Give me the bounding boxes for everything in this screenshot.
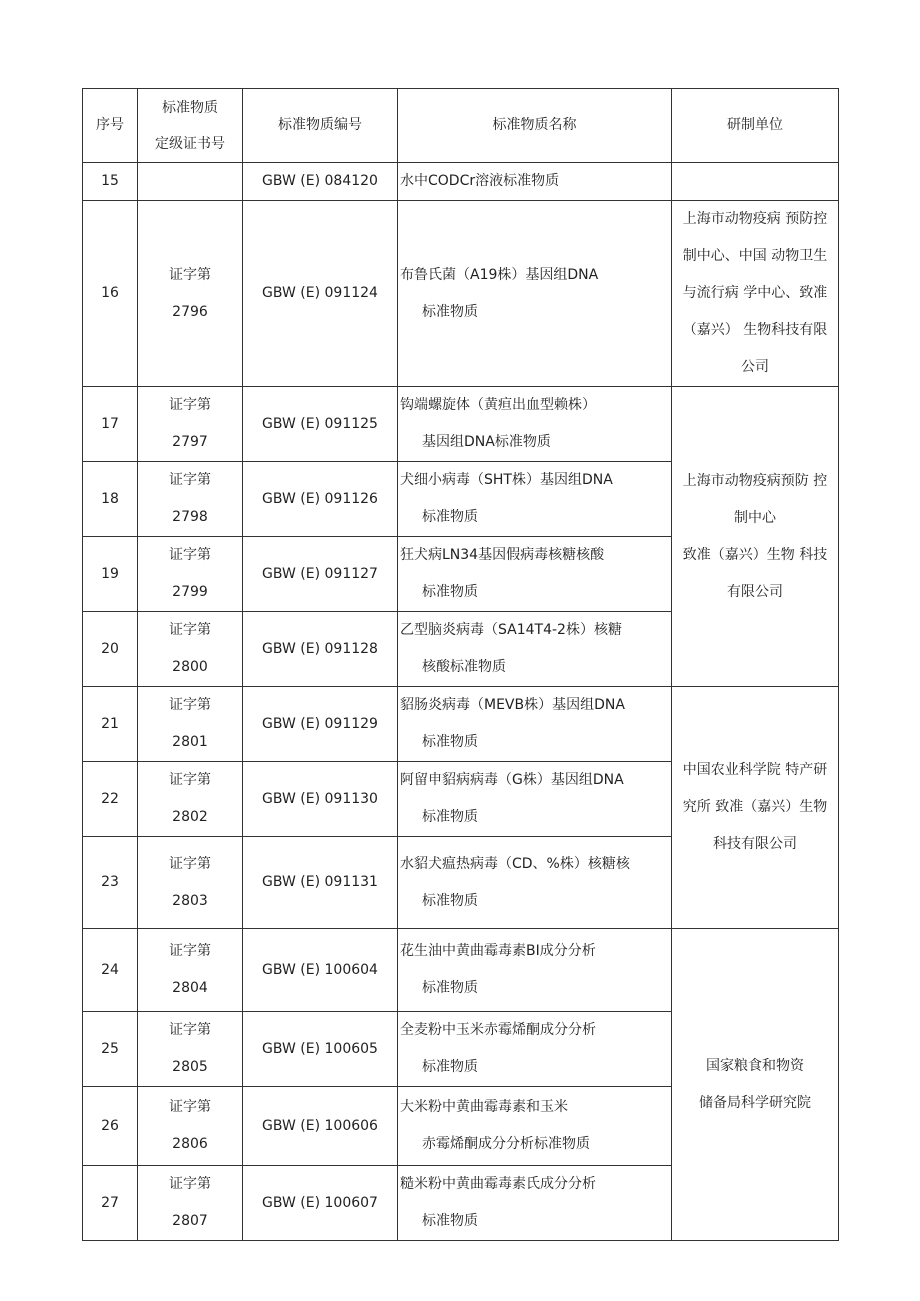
cell-seq: 21 — [83, 687, 138, 762]
unit-line: （嘉兴） 生物科技有限 — [682, 322, 828, 338]
cell-code: GBW (E) 100607 — [243, 1166, 398, 1241]
name-line1: 钩端螺旋体（黄疸出血型赖株） — [400, 397, 596, 413]
cert-line2: 2806 — [172, 1136, 208, 1152]
cell-cert — [138, 687, 243, 762]
table-row — [83, 163, 839, 201]
cert-line1: 证字第 — [169, 943, 211, 959]
name-line1: 糙米粉中黄曲霉毒素氏成分分析 — [400, 1176, 596, 1192]
cell-code: GBW (E) 084120 — [243, 163, 398, 201]
name-line2: 标准物质 — [422, 980, 478, 996]
cell-name — [398, 462, 672, 537]
table-row — [83, 687, 839, 762]
header-cert — [138, 89, 243, 163]
standard-materials-table — [82, 88, 839, 1241]
cell-seq: 20 — [83, 612, 138, 687]
cert-line1: 证字第 — [169, 266, 211, 283]
cert-line1: 证字第 — [169, 1176, 211, 1192]
name-line1: 花生油中黄曲霉毒素BI成分分析 — [400, 943, 596, 959]
cell-unit — [672, 687, 839, 929]
cert-line1: 证字第 — [169, 772, 211, 788]
cell-seq: 26 — [83, 1087, 138, 1166]
cell-seq: 22 — [83, 762, 138, 837]
cert-line2: 2802 — [172, 809, 208, 825]
cell-code: GBW (E) 091126 — [243, 462, 398, 537]
cell-code: GBW (E) 100605 — [243, 1012, 398, 1087]
cell-unit — [672, 201, 839, 387]
cell-name — [398, 201, 672, 387]
cell-cert — [138, 163, 243, 201]
cert-line1: 证字第 — [169, 472, 211, 488]
cell-cert — [138, 387, 243, 462]
cert-line1: 证字第 — [169, 622, 211, 638]
unit-line: 有限公司 — [727, 583, 783, 600]
name-line2: 标准物质 — [422, 1059, 478, 1075]
cert-line1: 证字第 — [169, 855, 211, 872]
cell-code: GBW (E) 091130 — [243, 762, 398, 837]
unit-line: 上海市动物疫病 预防控 — [682, 211, 828, 227]
name-line2: 标准物质 — [422, 509, 478, 525]
unit-line: 与流行病 学中心、致准 — [682, 285, 828, 301]
cert-line1: 证字第 — [169, 1099, 211, 1115]
cell-name — [398, 1012, 672, 1087]
header-seq: 序号 — [83, 89, 138, 163]
cert-line2: 2796 — [172, 303, 208, 320]
cell-name — [398, 612, 672, 687]
cell-unit — [672, 387, 839, 687]
cert-line2: 2799 — [172, 584, 208, 600]
name-line1: 狂犬病LN34基因假病毒核糖核酸 — [400, 547, 605, 563]
name-line1: 布鲁氏菌（A19株）基因组DNA — [400, 266, 599, 283]
cell-code: GBW (E) 091128 — [243, 612, 398, 687]
name-line2: 标准物质 — [422, 734, 478, 750]
header-unit: 研制单位 — [672, 89, 839, 163]
table-row — [83, 929, 839, 1012]
cert-line2: 2805 — [172, 1059, 208, 1075]
header-cert-line2: 定级证书号 — [155, 135, 225, 152]
cell-cert — [138, 462, 243, 537]
cert-line2: 2803 — [172, 892, 208, 909]
name-line1: 阿留申貂病病毒（G株）基因组DNA — [400, 772, 624, 788]
cell-name — [398, 1166, 672, 1241]
cell-cert — [138, 762, 243, 837]
header-name: 标准物质名称 — [398, 89, 672, 163]
cell-name — [398, 929, 672, 1012]
cell-cert — [138, 1012, 243, 1087]
unit-line: 制中心、中国 动物卫生 — [682, 248, 828, 264]
cert-line2: 2800 — [172, 659, 208, 675]
cell-code: GBW (E) 091127 — [243, 537, 398, 612]
cell-name — [398, 762, 672, 837]
cell-cert — [138, 929, 243, 1012]
cell-seq: 15 — [83, 163, 138, 201]
cert-line2: 2798 — [172, 509, 208, 525]
cell-code: GBW (E) 091129 — [243, 687, 398, 762]
name-line2: 赤霉烯酮成分分析标准物质 — [422, 1136, 590, 1152]
cell-code: GBW (E) 091125 — [243, 387, 398, 462]
cert-line1: 证字第 — [169, 697, 211, 713]
cell-cert — [138, 1087, 243, 1166]
unit-line: 公司 — [741, 359, 769, 375]
unit-line: 致准（嘉兴）生物 科技 — [682, 546, 828, 563]
name-line1: 犬细小病毒（SHT株）基因组DNA — [400, 472, 613, 488]
cell-seq: 24 — [83, 929, 138, 1012]
cell-unit — [672, 163, 839, 201]
table-row — [83, 201, 839, 387]
cert-line2: 2797 — [172, 434, 208, 450]
cell-name — [398, 687, 672, 762]
header-code: 标准物质编号 — [243, 89, 398, 163]
name-line1: 大米粉中黄曲霉毒素和玉米 — [400, 1099, 568, 1115]
unit-line: 制中心 — [734, 509, 776, 526]
cell-cert — [138, 537, 243, 612]
unit-line: 储备局科学研究院 — [699, 1094, 811, 1111]
name-line1: 貂肠炎病毒（MEVB株）基因组DNA — [400, 697, 625, 713]
unit-line: 国家粮食和物资 — [706, 1057, 804, 1074]
cell-seq: 18 — [83, 462, 138, 537]
header-cert-line1: 标准物质 — [162, 99, 218, 116]
cert-line2: 2804 — [172, 980, 208, 996]
cell-name — [398, 387, 672, 462]
header-row — [83, 89, 839, 163]
name-line2: 标准物质 — [422, 1213, 478, 1229]
name-line2: 标准物质 — [422, 584, 478, 600]
cert-line1: 证字第 — [169, 397, 211, 413]
unit-line: 中国农业科学院 特产研 — [682, 762, 828, 778]
cell-cert — [138, 837, 243, 929]
name-line1: 全麦粉中玉米赤霉烯酮成分分析 — [400, 1022, 596, 1038]
cell-seq: 25 — [83, 1012, 138, 1087]
cell-name: 水中CODCr溶液标准物质 — [398, 163, 672, 201]
cert-line1: 证字第 — [169, 1022, 211, 1038]
cell-code: GBW (E) 091131 — [243, 837, 398, 929]
cell-name — [398, 837, 672, 929]
cell-seq: 19 — [83, 537, 138, 612]
cell-cert — [138, 1166, 243, 1241]
cell-cert — [138, 201, 243, 387]
cell-code: GBW (E) 100604 — [243, 929, 398, 1012]
name-line2: 标准物质 — [422, 809, 478, 825]
name-line1: 乙型脑炎病毒（SA14T4-2株）核糖 — [400, 622, 622, 638]
name-line1: 水貂犬瘟热病毒（CD、%株）核糖核 — [400, 855, 630, 872]
cell-seq: 16 — [83, 201, 138, 387]
cell-code: GBW (E) 100606 — [243, 1087, 398, 1166]
cell-seq: 17 — [83, 387, 138, 462]
cell-seq: 27 — [83, 1166, 138, 1241]
cell-cert — [138, 612, 243, 687]
name-line2: 标准物质 — [422, 892, 478, 909]
cell-unit — [672, 929, 839, 1241]
unit-line: 上海市动物疫病预防 控 — [682, 472, 828, 489]
table-row — [83, 387, 839, 462]
cert-line1: 证字第 — [169, 547, 211, 563]
cert-line2: 2801 — [172, 734, 208, 750]
cell-name — [398, 537, 672, 612]
name-line2: 标准物质 — [422, 303, 478, 320]
cell-name — [398, 1087, 672, 1166]
unit-line: 科技有限公司 — [713, 836, 797, 852]
cell-seq: 23 — [83, 837, 138, 929]
name-line2: 核酸标准物质 — [422, 659, 506, 675]
unit-line: 究所 致准（嘉兴）生物 — [682, 799, 828, 815]
name-line2: 基因组DNA标准物质 — [422, 434, 551, 450]
cell-code: GBW (E) 091124 — [243, 201, 398, 387]
cert-line2: 2807 — [172, 1213, 208, 1229]
